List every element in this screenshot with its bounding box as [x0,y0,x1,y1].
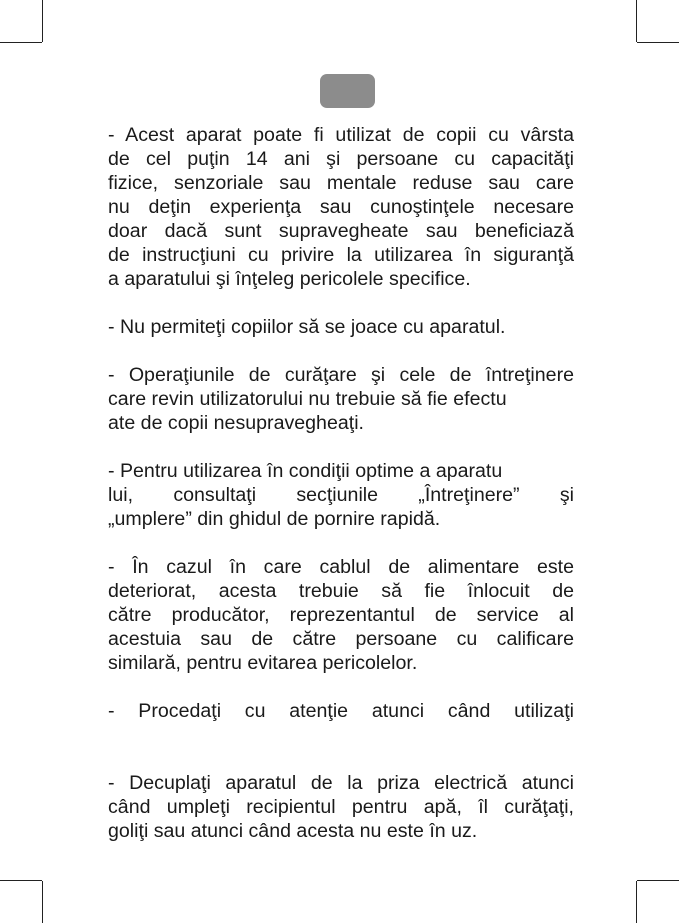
text-line: care revin utilizatorului nu trebuie să fie efectu [108,388,507,410]
text-line: deteriorat, acesta trebuie să fie înlocuit de [108,580,574,602]
page-tab-marker [320,74,375,108]
crop-mark-bottom-right-vertical [636,881,637,923]
paragraph-power-cable [108,555,574,675]
text-line: lui, consultaţi secţiunile „Întreţinere” şi [108,484,574,506]
paragraph-cleaning-maintenance [108,363,574,435]
text-line: doar dacă sunt supravegheate sau beneficiază [108,220,574,242]
crop-mark-bottom-left-horizontal [0,880,42,881]
text-line: către producător, reprezentantul de service al [108,604,574,626]
text-line: de instrucţiuni cu privire la utilizarea în siguranţă [108,244,574,266]
safety-instructions [108,123,574,867]
text-line: - Procedaţi cu atenţie atunci când utilizaţi [108,700,574,722]
text-line: fizice, senzoriale sau mentale reduse sau care [108,172,574,194]
text-line: - Operaţiunile de curăţare şi cele de întreţinere [108,364,574,386]
text-line: - Pentru utilizarea în condiţii optime a aparatu [108,460,503,482]
text-line: - Decuplaţi aparatul de la priza electrică atunci [108,772,574,794]
text-line: - În cazul în care cablul de alimentare este [108,556,574,578]
text-line: ate de copii nesupravegheaţi. [108,412,364,434]
paragraph-caution [108,699,574,723]
text-line: acestuia sau de către persoane cu calificare [108,628,574,650]
text-line: de cel puţin 14 ani şi persoane cu capacităţi [108,148,574,170]
crop-mark-top-right-horizontal [637,42,679,43]
paragraph-children-usage [108,123,574,291]
text-line: goliţi sau atunci când acesta nu este în uz. [108,820,478,842]
paragraph-children-play [108,315,574,339]
crop-mark-top-right-vertical [636,0,637,42]
text-line: - Nu permiteţi copiilor să se joace cu aparatul. [108,316,506,338]
text-line: a aparatului şi înţeleg pericolele specifice. [108,268,471,290]
paragraph-optimal-use [108,459,574,531]
crop-mark-top-left-vertical [42,0,43,42]
text-line: similară, pentru evitarea pericolelor. [108,652,418,674]
paragraph-unplug [108,771,574,843]
crop-mark-bottom-right-horizontal [637,880,679,881]
crop-mark-bottom-left-vertical [42,881,43,923]
text-line: - Acest aparat poate fi utilizat de copii cu vârsta [108,124,574,146]
text-line: nu deţin experienţa sau cunoştinţele necesare [108,196,574,218]
text-line: „umplere” din ghidul de pornire rapidă. [108,508,441,530]
crop-mark-top-left-horizontal [0,42,42,43]
text-line: când umpleţi recipientul pentru apă, îl curăţaţi, [108,796,574,818]
